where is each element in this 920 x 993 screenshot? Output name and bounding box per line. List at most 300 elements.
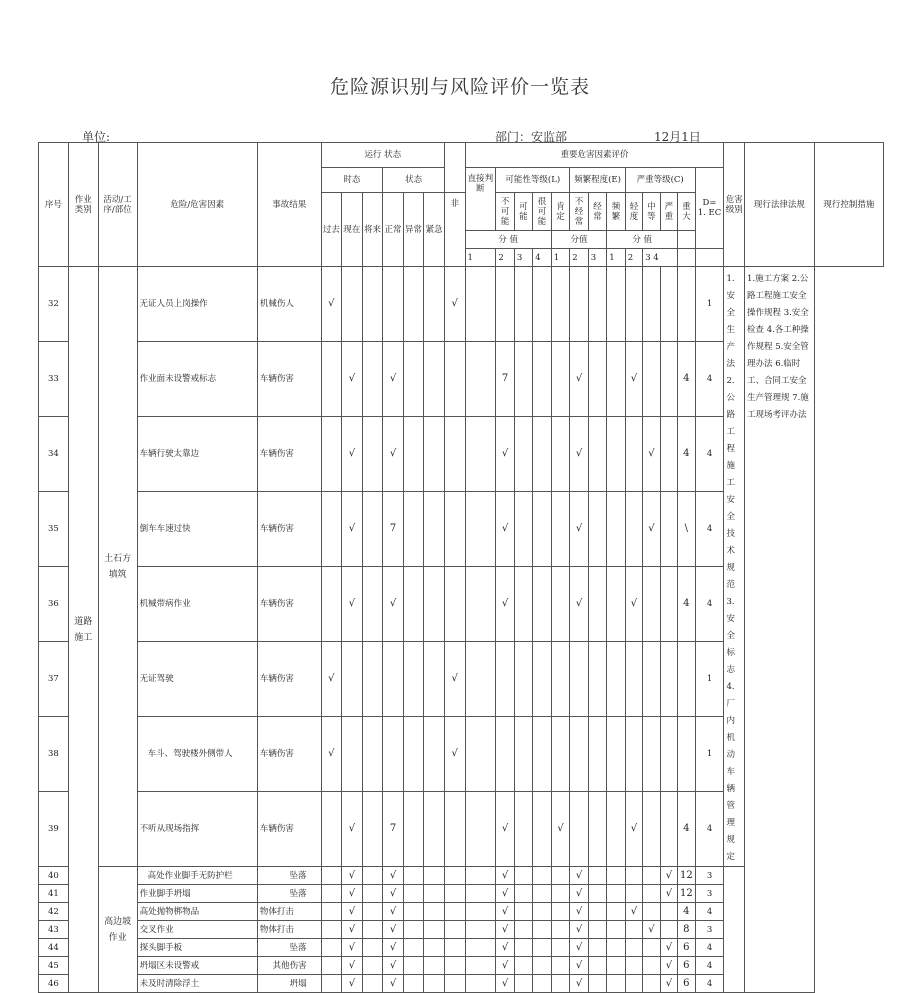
cell-p2: √ — [496, 957, 514, 975]
cell-dj — [444, 921, 465, 939]
cell-t1 — [321, 417, 342, 492]
row-number: 41 — [39, 885, 69, 903]
row-number: 40 — [39, 867, 69, 885]
cell-t3 — [362, 903, 383, 921]
row-result: 坠落 — [257, 939, 321, 957]
hazard-table — [38, 142, 884, 993]
header-e3: 频繁 — [607, 193, 625, 231]
header-e2: 经常 — [588, 193, 606, 231]
cell-c4: √ — [660, 957, 677, 975]
cell-d — [678, 267, 695, 342]
row-level: 4 — [695, 792, 724, 867]
cell-c1 — [607, 867, 625, 885]
cell-t3 — [362, 885, 383, 903]
cell-p2: 7 — [496, 342, 514, 417]
cell-t3 — [362, 939, 383, 957]
cell-t1 — [321, 939, 342, 957]
cell-e1 — [551, 867, 569, 885]
cell-c3 — [643, 342, 660, 417]
cell-d: 4 — [678, 567, 695, 642]
cell-e1 — [551, 939, 569, 957]
cell-t3 — [362, 267, 383, 342]
row-result: 车辆伤害 — [257, 717, 321, 792]
cell-s2 — [403, 975, 424, 993]
row-result: 车辆伤害 — [257, 492, 321, 567]
cell-s3 — [424, 975, 445, 993]
cell-c3 — [643, 939, 660, 957]
header-score-d — [678, 249, 695, 267]
cell-e3 — [588, 939, 606, 957]
cell-dj — [444, 492, 465, 567]
cell-d: 4 — [678, 792, 695, 867]
cell-p1 — [465, 903, 496, 921]
cell-e2: √ — [570, 975, 588, 993]
cell-p4 — [533, 267, 551, 342]
row-hazard: 不听从现场指挥 — [137, 792, 257, 867]
header-s1: 轻度 — [625, 193, 642, 231]
row-number: 34 — [39, 417, 69, 492]
cell-t2: √ — [342, 417, 363, 492]
cell-dj — [444, 567, 465, 642]
cell-c3 — [643, 903, 660, 921]
row-hazard: 车斗、驾驶楼外侧带人 — [137, 717, 257, 792]
cell-p3 — [514, 417, 532, 492]
unit-label: 单位: — [82, 130, 111, 144]
cell-d: 8 — [678, 921, 695, 939]
cell-c1 — [607, 975, 625, 993]
cell-dj: √ — [444, 267, 465, 342]
cell-e2: √ — [570, 885, 588, 903]
cell-p2: √ — [496, 792, 514, 867]
cell-c3 — [643, 867, 660, 885]
cell-p2: √ — [496, 567, 514, 642]
row-hazard: 探头脚手板 — [137, 939, 257, 957]
row-number: 44 — [39, 939, 69, 957]
cell-t2: √ — [342, 957, 363, 975]
cell-s3 — [424, 642, 445, 717]
cell-e2 — [570, 267, 588, 342]
cell-c4 — [660, 267, 677, 342]
header-activity: 活动/工序/部位 — [98, 143, 137, 267]
row-level: 1 — [695, 267, 724, 342]
header-lec-label: 1. EC — [697, 208, 722, 218]
cell-e3 — [588, 492, 606, 567]
row-result: 车辆伤害 — [257, 792, 321, 867]
cell-d: 6 — [678, 939, 695, 957]
cell-c4: √ — [660, 885, 677, 903]
cell-e3 — [588, 267, 606, 342]
cell-t2: √ — [342, 885, 363, 903]
header-present: 现在 — [342, 193, 363, 267]
row-number: 42 — [39, 903, 69, 921]
cell-e1 — [551, 717, 569, 792]
cell-c4 — [660, 921, 677, 939]
row-number: 32 — [39, 267, 69, 342]
cell-e2: √ — [570, 342, 588, 417]
cell-t3 — [362, 867, 383, 885]
table-body — [39, 267, 884, 993]
row-result: 物体打击 — [257, 903, 321, 921]
header-hazard: 危险/危害因素 — [137, 143, 257, 267]
cell-p4 — [533, 903, 551, 921]
cell-p4 — [533, 957, 551, 975]
cell-c1 — [607, 939, 625, 957]
row-hazard: 高处作业脚手无防护栏 — [137, 867, 257, 885]
cell-c3: √ — [643, 417, 660, 492]
cell-dj — [444, 939, 465, 957]
cell-e3 — [588, 903, 606, 921]
header-p2: 可能 — [514, 193, 532, 231]
cell-t1: √ — [321, 642, 342, 717]
cell-p1 — [465, 792, 496, 867]
cell-s1: √ — [383, 957, 404, 975]
header-score-e3: 3 — [588, 249, 606, 267]
cell-s3 — [424, 885, 445, 903]
row-number: 38 — [39, 717, 69, 792]
cell-t2: √ — [342, 792, 363, 867]
cell-c2: √ — [625, 903, 642, 921]
cell-e3 — [588, 885, 606, 903]
cell-e2 — [570, 717, 588, 792]
cell-e1 — [551, 642, 569, 717]
cell-s3 — [424, 717, 445, 792]
cell-c2: √ — [625, 342, 642, 417]
cell-t3 — [362, 342, 383, 417]
cell-p3 — [514, 567, 532, 642]
cell-s1: √ — [383, 885, 404, 903]
row-result: 坠落 — [257, 885, 321, 903]
row-hazard: 车辆行驶太靠边 — [137, 417, 257, 492]
cell-c4 — [660, 792, 677, 867]
cell-e2: √ — [570, 921, 588, 939]
cell-dj — [444, 975, 465, 993]
page-title: 危险源识别与风险评价一览表 — [329, 76, 590, 98]
cell-t2: √ — [342, 567, 363, 642]
row-number: 43 — [39, 921, 69, 939]
cell-s1: √ — [383, 342, 404, 417]
row-level: 3 — [695, 867, 724, 885]
cell-d: 4 — [678, 342, 695, 417]
cell-p3 — [514, 921, 532, 939]
cell-e2: √ — [570, 939, 588, 957]
cell-p3 — [514, 642, 532, 717]
header-s4: 重大 — [678, 193, 695, 231]
cell-c3 — [643, 957, 660, 975]
cell-c2 — [625, 957, 642, 975]
cell-p3 — [514, 867, 532, 885]
cell-s1 — [383, 267, 404, 342]
cell-s2 — [403, 792, 424, 867]
cell-d: 4 — [678, 417, 695, 492]
header-score-e1: 1 — [551, 249, 569, 267]
cell-s3 — [424, 567, 445, 642]
cell-p1 — [465, 567, 496, 642]
cell-c2 — [625, 492, 642, 567]
cell-c2 — [625, 975, 642, 993]
cell-c4 — [660, 717, 677, 792]
cell-t2: √ — [342, 342, 363, 417]
header-score-e2: 2 — [570, 249, 588, 267]
row-hazard: 坍塌区未设警戒 — [137, 957, 257, 975]
cell-p4 — [533, 975, 551, 993]
cell-c4 — [660, 903, 677, 921]
cell-t2 — [342, 642, 363, 717]
cell-t3 — [362, 492, 383, 567]
cell-e1 — [551, 957, 569, 975]
cell-e2 — [570, 792, 588, 867]
cell-p3 — [514, 939, 532, 957]
cell-dj — [444, 885, 465, 903]
cell-t2: √ — [342, 921, 363, 939]
cell-p3 — [514, 975, 532, 993]
cell-e1 — [551, 567, 569, 642]
cell-e3 — [588, 975, 606, 993]
cell-p2: √ — [496, 975, 514, 993]
header-run-state: 运行 状态 — [321, 143, 444, 168]
cell-c3 — [643, 267, 660, 342]
cell-p3 — [514, 342, 532, 417]
cell-t3 — [362, 921, 383, 939]
cell-c2 — [625, 717, 642, 792]
cell-c3 — [643, 642, 660, 717]
cell-t1 — [321, 921, 342, 939]
header-controls: 现行控制措施 — [814, 143, 883, 267]
cell-p4 — [533, 642, 551, 717]
cell-s3 — [424, 792, 445, 867]
row-level: 4 — [695, 939, 724, 957]
cell-dj — [444, 417, 465, 492]
cell-e2: √ — [570, 903, 588, 921]
cell-e1 — [551, 903, 569, 921]
header-s2: 中等 — [643, 193, 660, 231]
cell-e2: √ — [570, 867, 588, 885]
cell-c4 — [660, 342, 677, 417]
cell-p1 — [465, 939, 496, 957]
cell-d: \ — [678, 492, 695, 567]
cell-t1 — [321, 567, 342, 642]
row-hazard: 未及时清除浮土 — [137, 975, 257, 993]
cell-c1 — [607, 717, 625, 792]
cell-dj — [444, 903, 465, 921]
row-result: 机械伤人 — [257, 267, 321, 342]
row-level: 3 — [695, 921, 724, 939]
cell-p1 — [465, 957, 496, 975]
cell-e3 — [588, 342, 606, 417]
header-major-eval: 重要危害因素评价 — [465, 143, 724, 168]
cell-p2: √ — [496, 903, 514, 921]
row-level: 4 — [695, 975, 724, 993]
header-past: 过去 — [321, 193, 342, 267]
cell-p1 — [465, 867, 496, 885]
cell-p3 — [514, 267, 532, 342]
cell-p2: √ — [496, 939, 514, 957]
cell-c1 — [607, 792, 625, 867]
header-s3: 严重 — [660, 193, 677, 231]
header-seq: 序号 — [39, 143, 69, 267]
cell-t3 — [362, 417, 383, 492]
row-result: 车辆伤害 — [257, 417, 321, 492]
cell-p2 — [496, 267, 514, 342]
cell-e2 — [570, 642, 588, 717]
header-score-possibility: 分 值 — [465, 231, 551, 249]
header-possibility: 可能性等级(L) — [496, 168, 570, 193]
cell-c1 — [607, 903, 625, 921]
row-level: 3 — [695, 885, 724, 903]
cell-e1 — [551, 417, 569, 492]
cell-p4 — [533, 492, 551, 567]
cell-c2: √ — [625, 792, 642, 867]
cell-p1 — [465, 921, 496, 939]
cell-dj: √ — [444, 642, 465, 717]
cell-p3 — [514, 792, 532, 867]
cell-c4: √ — [660, 939, 677, 957]
row-hazard: 无证人员上岗操作 — [137, 267, 257, 342]
header-score-n3: 3 — [514, 249, 532, 267]
cell-p3 — [514, 957, 532, 975]
cell-p3 — [514, 903, 532, 921]
cell-t1 — [321, 975, 342, 993]
cell-t1 — [321, 885, 342, 903]
header-score-s1: 1 — [607, 249, 625, 267]
cell-c2: √ — [625, 567, 642, 642]
cell-p4 — [533, 939, 551, 957]
cell-p2: √ — [496, 867, 514, 885]
cell-p2: √ — [496, 492, 514, 567]
cell-t1 — [321, 957, 342, 975]
cell-e1 — [551, 975, 569, 993]
cell-d: 12 — [678, 885, 695, 903]
cell-t2: √ — [342, 903, 363, 921]
cell-c1 — [607, 417, 625, 492]
cell-s2 — [403, 642, 424, 717]
cell-s3 — [424, 921, 445, 939]
cell-t3 — [362, 792, 383, 867]
row-number: 35 — [39, 492, 69, 567]
cell-c4 — [660, 492, 677, 567]
cell-p4 — [533, 885, 551, 903]
cell-d — [678, 642, 695, 717]
controls-text: 1.施工方案 2.公路工程施工安全操作规程 3.安全检查 4.各工种操作规程 5.安全管理办法 6.临时工、合同工安全生产管理规 7.施工现场考评办法 — [745, 267, 815, 993]
header-e1: 不经常 — [570, 193, 588, 231]
cell-p1 — [465, 342, 496, 417]
department-label: 部门：安监部 — [495, 130, 568, 144]
cell-c1 — [607, 885, 625, 903]
cell-s3 — [424, 903, 445, 921]
header-score-s2: 2 — [625, 249, 642, 267]
cell-s1: √ — [383, 417, 404, 492]
cell-e3 — [588, 417, 606, 492]
cell-s3 — [424, 867, 445, 885]
cell-s2 — [403, 921, 424, 939]
cell-t2 — [342, 717, 363, 792]
cell-t1 — [321, 792, 342, 867]
cell-d: 12 — [678, 867, 695, 885]
cell-c1 — [607, 267, 625, 342]
header-score-s34: 3 4 — [643, 249, 678, 267]
row-result: 其他伤害 — [257, 957, 321, 975]
cell-c2 — [625, 921, 642, 939]
cell-t3 — [362, 975, 383, 993]
cell-t3 — [362, 957, 383, 975]
cell-c2 — [625, 867, 642, 885]
cell-c2 — [625, 417, 642, 492]
group-earth: 土石方填筑 — [98, 267, 137, 867]
row-result: 坠落 — [257, 867, 321, 885]
cell-p1 — [465, 642, 496, 717]
row-level: 4 — [695, 903, 724, 921]
cell-t2: √ — [342, 492, 363, 567]
cell-s1: √ — [383, 903, 404, 921]
cell-e1: √ — [551, 792, 569, 867]
cell-s1 — [383, 642, 404, 717]
row-level: 4 — [695, 567, 724, 642]
cell-t1 — [321, 867, 342, 885]
header-score-n1: 1 — [465, 249, 496, 267]
row-number: 37 — [39, 642, 69, 717]
cell-c2 — [625, 642, 642, 717]
cell-p1 — [465, 267, 496, 342]
cell-e3 — [588, 717, 606, 792]
cell-e2: √ — [570, 567, 588, 642]
row-level: 1 — [695, 642, 724, 717]
cell-c3 — [643, 792, 660, 867]
row-number: 46 — [39, 975, 69, 993]
row-level: 4 — [695, 342, 724, 417]
row-result: 车辆伤害 — [257, 642, 321, 717]
cell-s2 — [403, 885, 424, 903]
cell-c1 — [607, 342, 625, 417]
cell-e3 — [588, 921, 606, 939]
cell-t1 — [321, 492, 342, 567]
cell-p1 — [465, 492, 496, 567]
cell-s1 — [383, 717, 404, 792]
row-hazard: 作业面未设警戒标志 — [137, 342, 257, 417]
row-result: 车辆伤害 — [257, 342, 321, 417]
cell-t1 — [321, 903, 342, 921]
cell-e3 — [588, 957, 606, 975]
cell-c4 — [660, 642, 677, 717]
cell-p3 — [514, 717, 532, 792]
cell-t3 — [362, 567, 383, 642]
cell-s3 — [424, 342, 445, 417]
row-level: 4 — [695, 492, 724, 567]
cell-t1: √ — [321, 267, 342, 342]
row-number: 36 — [39, 567, 69, 642]
cell-p4 — [533, 417, 551, 492]
header-d — [695, 168, 724, 249]
laws-empty — [724, 867, 745, 993]
cell-c3 — [643, 567, 660, 642]
header-score-exposure: 分值 — [551, 231, 606, 249]
cell-s1: √ — [383, 921, 404, 939]
cell-e3 — [588, 792, 606, 867]
cell-e2: √ — [570, 957, 588, 975]
cell-p4 — [533, 921, 551, 939]
cell-d: 4 — [678, 903, 695, 921]
row-result: 坍塌 — [257, 975, 321, 993]
cell-s1: √ — [383, 975, 404, 993]
cell-c3 — [643, 975, 660, 993]
header-score-n2: 2 — [496, 249, 514, 267]
cell-p2: √ — [496, 921, 514, 939]
cell-p4 — [533, 867, 551, 885]
cell-s1: 7 — [383, 792, 404, 867]
cell-dj — [444, 957, 465, 975]
row-hazard: 机械带病作业 — [137, 567, 257, 642]
header-no: 非 — [444, 193, 465, 267]
cell-p1 — [465, 885, 496, 903]
cell-c1 — [607, 567, 625, 642]
